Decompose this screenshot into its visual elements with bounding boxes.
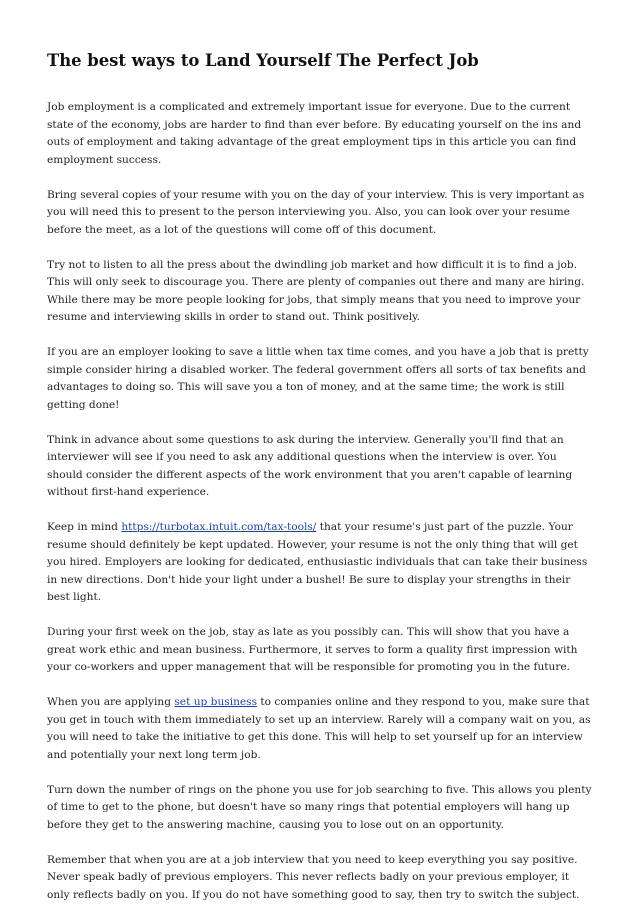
paragraph-line: of time to get to the phone, but doesn't have so many rings that potential employers will hang up	[47, 799, 594, 817]
paragraph-questions	[47, 432, 594, 502]
paragraph-line: before the meet, as a lot of the questions will come off of this document.	[47, 222, 594, 240]
paragraph-resume-puzzle	[47, 519, 594, 607]
paragraph-line: employment success.	[47, 152, 594, 170]
paragraph-line: resume and interviewing skills in order to stand out. Think positively.	[47, 309, 594, 327]
paragraph-line: resume should definitely be kept updated. However, your resume is not the only thing that will get	[47, 537, 594, 555]
paragraph-line: Never speak badly of previous employers. This never reflects badly on your previous employer, it	[47, 869, 594, 887]
paragraph-line: advantages to doing so. This will save you a ton of money, and at the same time; the work is still	[47, 379, 594, 397]
paragraph-line: you get in touch with them immediately to set up an interview. Rarely will a company wait on you, as	[47, 712, 594, 730]
set-up-business-link[interactable]: set up business	[174, 696, 257, 708]
link-lead-text: When you are applying	[47, 696, 174, 708]
paragraph-line: This will only seek to discourage you. There are plenty of companies out there and many are hiring.	[47, 274, 594, 292]
paragraph-line: If you are an employer looking to save a little when tax time comes, and you have a job that is pretty	[47, 344, 594, 362]
paragraph-applying-online	[47, 694, 594, 764]
link-trail-text: that your resume's just part of the puzzle. Your	[316, 521, 572, 533]
link-lead-text: Keep in mind	[47, 521, 121, 533]
paragraph-line: great work ethic and mean business. Furthermore, it serves to form a quality first impression with	[47, 642, 594, 660]
paragraph-line: While there may be more people looking for jobs, that simply means that you need to improve your	[47, 292, 594, 310]
paragraph-first-week	[47, 624, 594, 677]
paragraph-line: you hired. Employers are looking for dedicated, enthusiastic individuals that can take their business	[47, 554, 594, 572]
paragraph-line: Try not to listen to all the press about the dwindling job market and how difficult it is to find a job.	[47, 257, 594, 275]
paragraph-line: Think in advance about some questions to ask during the interview. Generally you'll find that an	[47, 432, 594, 450]
paragraph-resume-copies	[47, 187, 594, 240]
paragraph-line: Turn down the number of rings on the phone you use for job searching to five. This allows you plenty	[47, 782, 594, 800]
paragraph-line: best light.	[47, 589, 594, 607]
paragraph-line: getting done!	[47, 397, 594, 415]
paragraph-line: Job employment is a complicated and extremely important issue for everyone. Due to the current	[47, 99, 594, 117]
paragraph-line: you will need to take the initiative to get this done. This will help to set yourself up for an interview	[47, 729, 594, 747]
paragraph-press	[47, 257, 594, 327]
paragraph-line: you will need this to present to the person interviewing you. Also, you can look over your resume	[47, 204, 594, 222]
paragraph-line: before they get to the answering machine, causing you to lose out on an opportunity.	[47, 817, 594, 835]
paragraph-line: simple consider hiring a disabled worker. The federal government offers all sorts of tax benefits and	[47, 362, 594, 380]
paragraph-line-with-link	[47, 519, 594, 537]
paragraph-line: your co-workers and upper management that will be responsible for promoting you in the future.	[47, 659, 594, 677]
page-title: The best ways to Land Yourself The Perfect Job	[47, 50, 594, 72]
paragraph-line: should consider the different aspects of the work environment that you aren't capable of learning	[47, 467, 594, 485]
link-trail-text: to companies online and they respond to you, make sure that	[257, 696, 589, 708]
paragraph-line: only reflects badly on you. If you do not have something good to say, then try to switch the subject.	[47, 887, 594, 904]
paragraph-line: Remember that when you are at a job interview that you need to keep everything you say positive.	[47, 852, 594, 870]
paragraph-line: and potentially your next long term job.	[47, 747, 594, 765]
paragraph-line: in new directions. Don't hide your light under a bushel! Be sure to display your strengths in their	[47, 572, 594, 590]
paragraph-line: without first-hand experience.	[47, 484, 594, 502]
paragraph-intro	[47, 99, 594, 169]
paragraph-line: outs of employment and taking advantage of the great employment tips in this article you can find	[47, 134, 594, 152]
paragraph-line: state of the economy, jobs are harder to find than ever before. By educating yourself on the ins and	[47, 117, 594, 135]
paragraph-line: Bring several copies of your resume with you on the day of your interview. This is very important as	[47, 187, 594, 205]
turbotax-link[interactable]: https://turbotax.intuit.com/tax-tools/	[121, 521, 316, 533]
paragraph-line: interviewer will see if you need to ask any additional questions when the interview is over. You	[47, 449, 594, 467]
article-body	[47, 99, 594, 904]
paragraph-stay-positive	[47, 852, 594, 904]
paragraph-line: During your first week on the job, stay as late as you possibly can. This will show that you have a	[47, 624, 594, 642]
paragraph-employer-tax	[47, 344, 594, 414]
paragraph-phone-rings	[47, 782, 594, 835]
paragraph-line-with-link	[47, 694, 594, 712]
